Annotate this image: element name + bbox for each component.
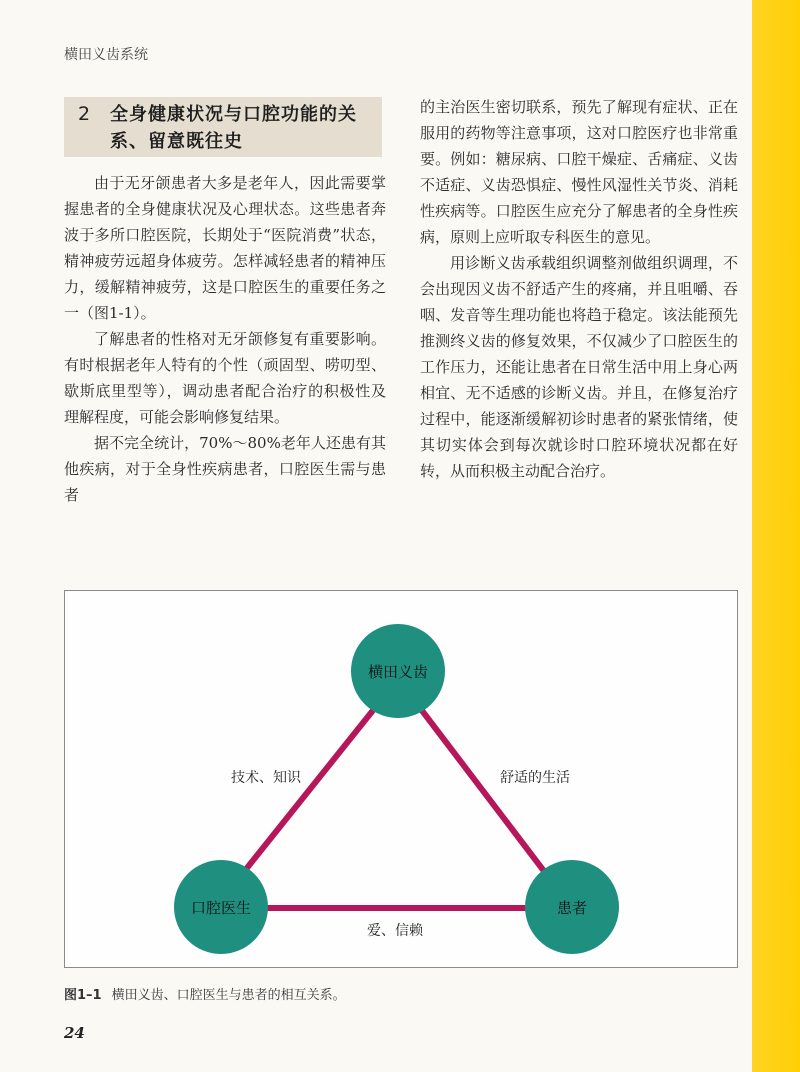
running-head: 横田义齿系统 — [64, 47, 148, 63]
paragraph: 的主治医生密切联系，预先了解现有症状、正在服用的药物等注意事项，这对口腔医疗也非常重要。例如：糖尿病、口腔干燥症、舌痛症、义齿不适症、义齿恐惧症、慢性风湿性关节炎、消耗性疾病等。口腔医生应充分了解患者的全身性疾病，原则上应听取专科医生的意见。 — [420, 98, 738, 246]
figure-caption-label: 图1–1 — [64, 988, 102, 1003]
relationship-diagram — [65, 591, 739, 969]
paragraph: 了解患者的性格对无牙颌修复有重要影响。有时根据老年人特有的个性（顽固型、唠叨型、歇斯底里型等），调动患者配合治疗的积极性及理解程度，可能会影响修复结果。 — [64, 330, 386, 426]
right-column — [420, 94, 738, 484]
paragraph: 用诊断义齿承载组织调整剂做组织调理，不会出现因义齿不舒适产生的疼痛，并且咀嚼、吞咽、发音等生理功能也将趋于稳定。该法能预先推测终义齿的修复效果，不仅减少了口腔医生的工作压力，还能让患者在日常生活中用上身心两相宜、无不适感的诊断义齿。并且，在修复治疗过程中，能逐渐缓解初诊时患者的紧张情绪，使其切实体会到每次就诊时口腔环境状况都在好转，从而积极主动配合治疗。 — [420, 254, 738, 480]
node-label-right: 患者 — [556, 899, 588, 917]
left-column — [64, 170, 386, 508]
section-number: 2 — [78, 103, 91, 125]
edge-color-band — [752, 0, 800, 1072]
figure-caption-text: 横田义齿、口腔医生与患者的相互关系。 — [111, 988, 346, 1003]
edge-label-right: 舒适的生活 — [500, 770, 570, 786]
node-label-left: 口腔医生 — [190, 899, 252, 917]
paragraph: 据不完全统计，70%～80%老年人还患有其他疾病，对于全身性疾病患者，口腔医生需与患者 — [64, 434, 386, 504]
paragraph: 由于无牙颌患者大多是老年人，因此需要掌握患者的全身健康状况及心理状态。这些患者奔波于多所口腔医院，长期处于“医院消费”状态，精神疲劳远超身体疲劳。怎样减轻患者的精神压力，缓解精神疲劳，这是口腔医生的重要任务之一（图1-1）。 — [64, 174, 386, 322]
section-title: 全身健康状况与口腔功能的关系、留意既往史 — [110, 104, 357, 152]
node-label-top: 横田义齿 — [367, 663, 429, 681]
section-heading — [64, 97, 382, 157]
edge-label-left: 技术、知识 — [231, 770, 301, 786]
figure-caption — [64, 984, 346, 1003]
figure-1-1 — [64, 590, 738, 968]
edge-label-bottom: 爱、信赖 — [367, 923, 423, 939]
page-number: 24 — [64, 1024, 85, 1042]
